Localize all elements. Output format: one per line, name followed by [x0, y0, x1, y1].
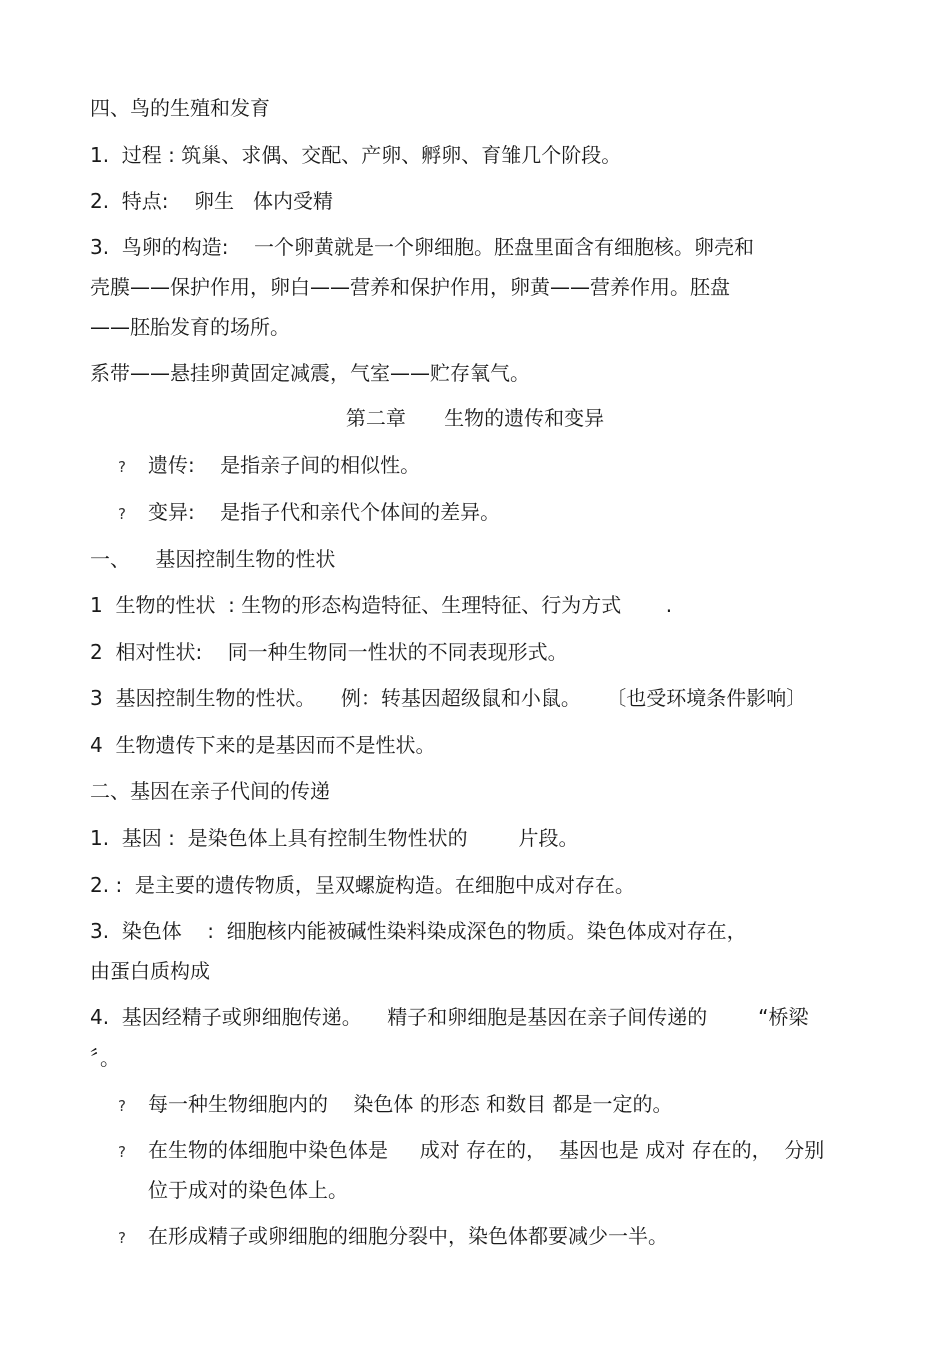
text-line: 1 生物的性状 : 生物的形态构造特征、生理特征、行为方式 .	[90, 593, 673, 617]
bullet-item: 在生物的体细胞中染色体是 成对 存在的， 基因也是 成对 存在的， 分别	[148, 1138, 825, 1162]
section-heading-gene-transfer: 二、基因在亲子代间的传递	[90, 779, 330, 803]
bullet-item: 在形成精子或卵细胞的细胞分裂中，染色体都要减少一半。	[148, 1224, 668, 1248]
text-line: 4 生物遗传下来的是基因而不是性状。	[90, 733, 436, 757]
chapter-title: 第二章 生物的遗传和变异	[345, 406, 605, 430]
text-line: 2. 特点: 卵生 体内受精	[90, 189, 334, 213]
text-line: 壳膜——保护作用，卵白——营养和保护作用，卵黄——营养作用。胚盘	[90, 275, 730, 299]
text-line: 1. 过程 : 筑巢、求偶、交配、产卵、孵卵、育雏几个阶段。	[90, 143, 622, 167]
bullet-item: 每一种生物细胞内的 染色体 的形态 和数目 都是一定的。	[148, 1092, 673, 1116]
bullet-item: 变异: 是指子代和亲代个体间的差异。	[148, 500, 501, 524]
text-line: 由蛋白质构成	[90, 959, 210, 983]
bullet-marker: ?	[118, 505, 126, 523]
text-line: 2 相对性状: 同一种生物同一性状的不同表现形式。	[90, 640, 568, 664]
bullet-marker: ?	[118, 1097, 126, 1115]
section-heading-bird-reproduction: 四、鸟的生殖和发育	[90, 96, 270, 120]
bullet-marker: ?	[118, 458, 126, 476]
text-line: 3 基因控制生物的性状。 例：转基因超级鼠和小鼠。 〔也受环境条件影响〕	[90, 686, 807, 710]
text-line: 2. : 是主要的遗传物质，呈双螺旋构造。在细胞中成对存在。	[90, 873, 635, 897]
text-line: 3. 鸟卵的构造: 一个卵黄就是一个卵细胞。胚盘里面含有细胞核。卵壳和	[90, 235, 754, 259]
section-heading-gene-control: 一、 基因控制生物的性状	[90, 547, 336, 571]
text-line: 系带——悬挂卵黄固定减震，气室——贮存氧气。	[90, 361, 530, 385]
text-line: 4. 基因经精子或卵细胞传递。 精子和卵细胞是基因在亲子间传递的 “桥梁	[90, 1005, 809, 1029]
text-line: ——胚胎发育的场所。	[90, 315, 290, 339]
bullet-item: 遗传: 是指亲子间的相似性。	[148, 453, 421, 477]
text-line: 3. 染色体 : 细胞核内能被碱性染料染成深色的物质。染色体成对存在，	[90, 919, 747, 943]
text-line: 〞。	[90, 1046, 120, 1070]
bullet-marker: ?	[118, 1143, 126, 1161]
bullet-marker: ?	[118, 1229, 126, 1247]
bullet-item-continuation: 位于成对的染色体上。	[148, 1178, 348, 1202]
text-line: 1. 基因 : 是染色体上具有控制生物性状的 片段。	[90, 826, 579, 850]
